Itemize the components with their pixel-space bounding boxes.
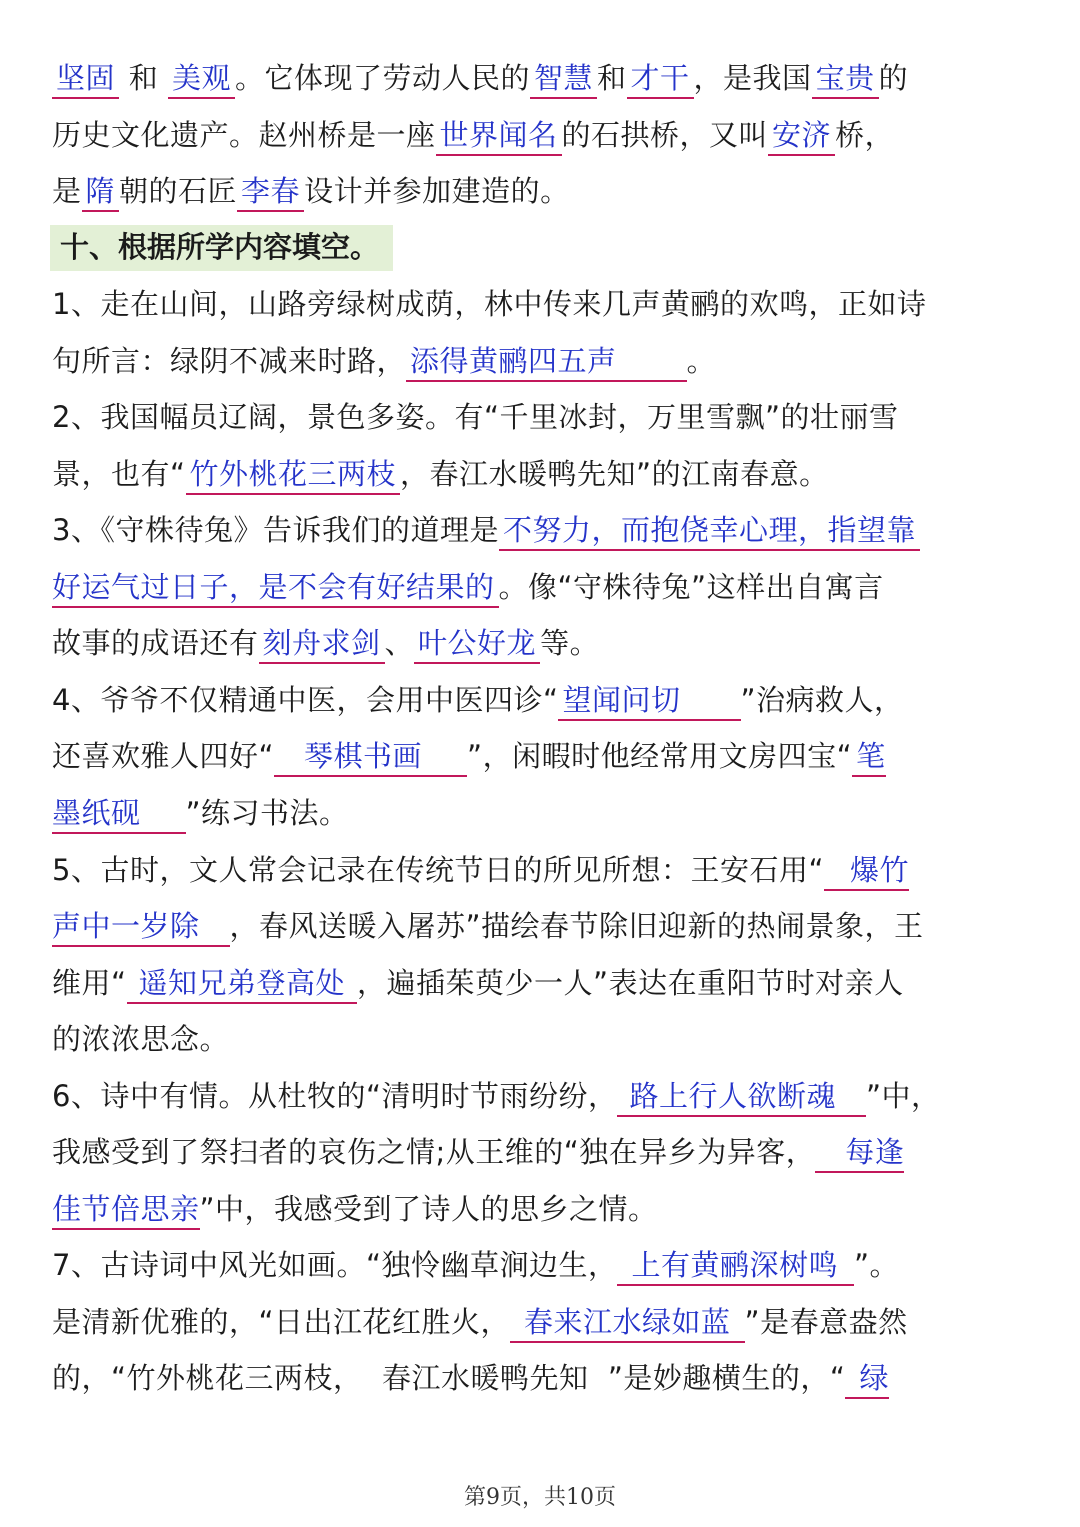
answer-blank: 添得黄鹂四五声	[406, 344, 687, 382]
text: 我感受到了祭扫者的哀伤之情;从王维的“独在异乡为异客，	[52, 1135, 816, 1169]
text: 是	[52, 174, 82, 208]
text: ，是我国	[693, 61, 812, 95]
answer-blank: 佳节倍思亲	[52, 1192, 200, 1230]
q6-line-3	[52, 1189, 658, 1229]
text: 。它体现了劳动人民的	[234, 61, 530, 95]
answer-blank: 不努力，而抱侥幸心理，指望靠	[499, 513, 920, 551]
text: ，遍插茱萸少一人”表达在重阳节时对亲人	[357, 966, 904, 1000]
answer-blank: 隋	[82, 174, 120, 212]
text: 维用“	[52, 966, 127, 1000]
answer-blank: 宝贵	[812, 61, 879, 99]
q4-line-2	[52, 736, 886, 776]
answer-blank: 绿	[845, 1361, 889, 1399]
intro-line-1	[52, 58, 908, 98]
page-number: 第9页，共10页	[464, 1485, 616, 1510]
answer-blank: 望闻问切	[558, 683, 740, 721]
q3-line-1	[52, 510, 920, 550]
answer-blank: 笔	[852, 739, 886, 777]
answer-blank: 遥知兄弟登高处	[127, 966, 358, 1004]
q3-line-2	[52, 567, 884, 607]
answer-blank: 安济	[768, 118, 835, 156]
text: ”是春意盎然	[744, 1305, 908, 1339]
answer-blank: 叶公好龙	[414, 626, 540, 664]
q5-line-4: 的浓浓思念。	[52, 1022, 230, 1056]
text: ”练习书法。	[185, 796, 349, 830]
answer-blank: 每逢	[815, 1135, 904, 1173]
text: 、	[384, 626, 415, 660]
q4-line-3	[52, 793, 349, 833]
text: 历史文化遗产。赵州桥是一座	[52, 118, 436, 152]
text: ，春风送暖入屠苏”描绘春节除旧迎新的热闹景象，王	[229, 909, 924, 943]
text: 故事的成语还有	[52, 626, 259, 660]
text: 设计并参加建造的。	[304, 174, 570, 208]
intro-line-2	[52, 115, 894, 155]
text: 和	[128, 61, 159, 95]
answer-blank: 李春	[237, 174, 304, 212]
q2-line-1: 2、我国幅员辽阔，景色多姿。有“千里冰封，万里雪飘”的壮丽雪	[52, 400, 899, 434]
answer-blank: 智慧	[530, 61, 597, 99]
q7-line-2	[52, 1302, 908, 1342]
answer-blank: 坚固	[52, 61, 119, 99]
q4-line-1	[52, 680, 904, 720]
text: 桥，	[835, 118, 895, 152]
text: ”治病救人，	[740, 683, 904, 717]
answer-blank: 刻舟求剑	[259, 626, 385, 664]
text: 6、诗中有情。从杜牧的“清明时节雨纷纷，	[52, 1079, 618, 1113]
answer-blank: 墨纸砚	[52, 796, 186, 834]
text: 句所言：绿阴不减来时路，	[52, 344, 407, 378]
q2-line-2	[52, 454, 829, 494]
q5-line-2	[52, 906, 924, 946]
text: 3、《守株待兔》告诉我们的道理是	[52, 513, 499, 547]
q7-line-1	[52, 1245, 899, 1285]
text: ，春江水暖鸭先知”的江南春意。	[400, 457, 829, 491]
answer-blank: 春来江水绿如蓝	[510, 1305, 745, 1343]
answer-blank: 爆竹	[824, 853, 909, 891]
text: 景，也有“	[52, 457, 186, 491]
text: 5、古时，文人常会记录在传统节日的所见所想：王安石用“	[52, 853, 824, 887]
answer-blank: 声中一岁除	[52, 909, 230, 947]
text: 等。	[540, 626, 600, 660]
answer-blank: 上有黄鹂深树鸣	[617, 1248, 854, 1286]
text: ”。	[854, 1248, 900, 1282]
text: 7、古诗词中风光如画。“独怜幽草涧边生，	[52, 1248, 618, 1282]
q7-line-3	[52, 1358, 889, 1398]
q5-line-3	[52, 963, 904, 1003]
answer-blank: 竹外桃花三两枝	[186, 457, 401, 495]
text: 。	[686, 344, 717, 378]
text: 的石拱桥，又叫	[561, 118, 769, 152]
answer-blank: 琴棋书画	[274, 739, 467, 777]
text: 。像“守株待兔”这样出自寓言	[498, 570, 884, 604]
q5-line-1	[52, 850, 909, 890]
section-title: 十、根据所学内容填空。	[50, 225, 393, 271]
text: 是清新优雅的，“日出江花红胜火，	[52, 1305, 511, 1339]
q1-line-2	[52, 341, 716, 381]
answer-blank: 美观	[168, 61, 235, 99]
text: 朝的石匠	[119, 174, 238, 208]
answer-blank: 才干	[627, 61, 694, 99]
q6-line-2	[52, 1132, 904, 1172]
text: 还喜欢雅人四好“	[52, 739, 275, 773]
q3-line-3	[52, 623, 599, 663]
answer-blank: 路上行人欲断魂	[617, 1079, 866, 1117]
q6-line-1	[52, 1076, 941, 1116]
intro-line-3	[52, 171, 570, 211]
text: 和	[597, 61, 627, 95]
text: 4、爷爷不仅精通中医，会用中医四诊“	[52, 683, 559, 717]
text: ”中，我感受到了诗人的思乡之情。	[199, 1192, 658, 1226]
text: 的	[878, 61, 909, 95]
text: ”中，	[866, 1079, 941, 1113]
answer-blank: 好运气过日子，是不会有好结果的	[52, 570, 499, 608]
answer-blank: 世界闻名	[436, 118, 562, 156]
text: ”，闲暇时他经常用文房四宝“	[467, 739, 853, 773]
q1-line-1: 1、走在山间，山路旁绿树成荫，林中传来几声黄鹂的欢鸣，正如诗	[52, 287, 927, 321]
text: 的，“竹外桃花三两枝， 春江水暖鸭先知 ”是妙趣横生的，“	[52, 1361, 846, 1395]
